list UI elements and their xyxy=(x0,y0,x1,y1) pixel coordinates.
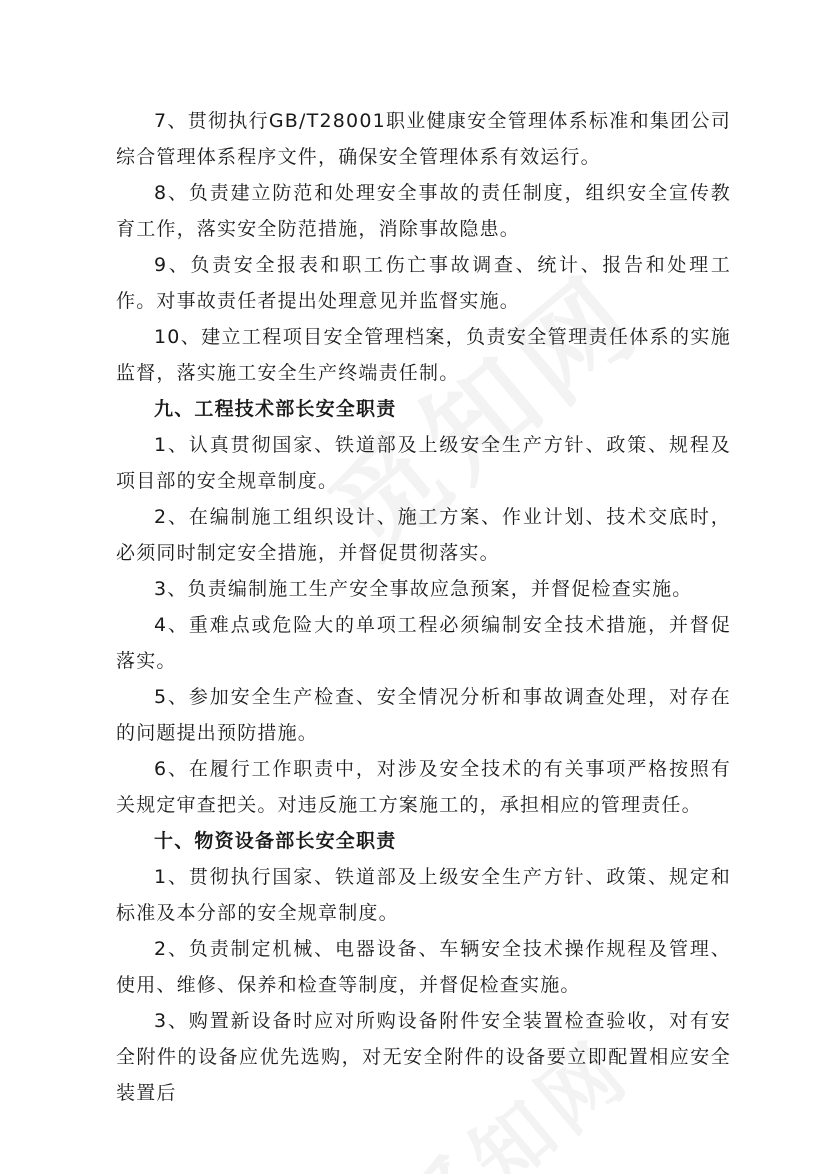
engineering-item-2: 2、在编制施工组织设计、施工方案、作业计划、技术交底时，必须同时制定安全措施，并督促贯彻落实。 xyxy=(116,506,731,564)
paragraph-item-8: 8、负责建立防范和处理安全事故的责任制度，组织安全宣传教育工作，落实安全防范措施，消除事故隐患。 xyxy=(116,182,731,240)
engineering-item-3: 3、负责编制施工生产安全事故应急预案，并督促检查实施。 xyxy=(154,578,693,600)
paragraph-item-10: 10、建立工程项目安全管理档案，负责安全管理责任体系的实施监督，落实施工安全生产终端责任制。 xyxy=(116,326,731,384)
engineering-item-6: 6、在履行工作职责中，对涉及安全技术的有关事项严格按照有关规定审查把关。对违反施工方案施工的，承担相应的管理责任。 xyxy=(116,758,731,816)
section-heading-engineering: 九、工程技术部长安全职责 xyxy=(154,398,397,420)
materials-item-1: 1、贯彻执行国家、铁道部及上级安全生产方针、政策、规定和标准及本分部的安全规章制度。 xyxy=(116,866,731,924)
paragraph-item-7: 7、贯彻执行GB/T28001职业健康安全管理体系标准和集团公司综合管理体系程序文件，确保安全管理体系有效运行。 xyxy=(116,110,731,168)
materials-item-3: 3、购置新设备时应对所购设备附件安全装置检查验收，对有安全附件的设备应优先选购，对无安全附件的设备要立即配置相应安全装置后 xyxy=(116,1010,731,1104)
engineering-item-5: 5、参加安全生产检查、安全情况分析和事故调查处理，对存在的问题提出预防措施。 xyxy=(116,686,731,744)
section-heading-materials: 十、物资设备部长安全职责 xyxy=(154,830,397,852)
materials-item-2: 2、负责制定机械、电器设备、车辆安全技术操作规程及管理、使用、维修、保养和检查等制度，并督促检查实施。 xyxy=(116,938,731,996)
document-body xyxy=(116,103,731,1111)
engineering-item-1: 1、认真贯彻国家、铁道部及上级安全生产方针、政策、规程及项目部的安全规章制度。 xyxy=(116,434,731,492)
paragraph-item-9: 9、负责安全报表和职工伤亡事故调查、统计、报告和处理工作。对事故责任者提出处理意见并监督实施。 xyxy=(116,254,731,312)
engineering-item-4: 4、重难点或危险大的单项工程必须编制安全技术措施，并督促落实。 xyxy=(116,614,731,672)
